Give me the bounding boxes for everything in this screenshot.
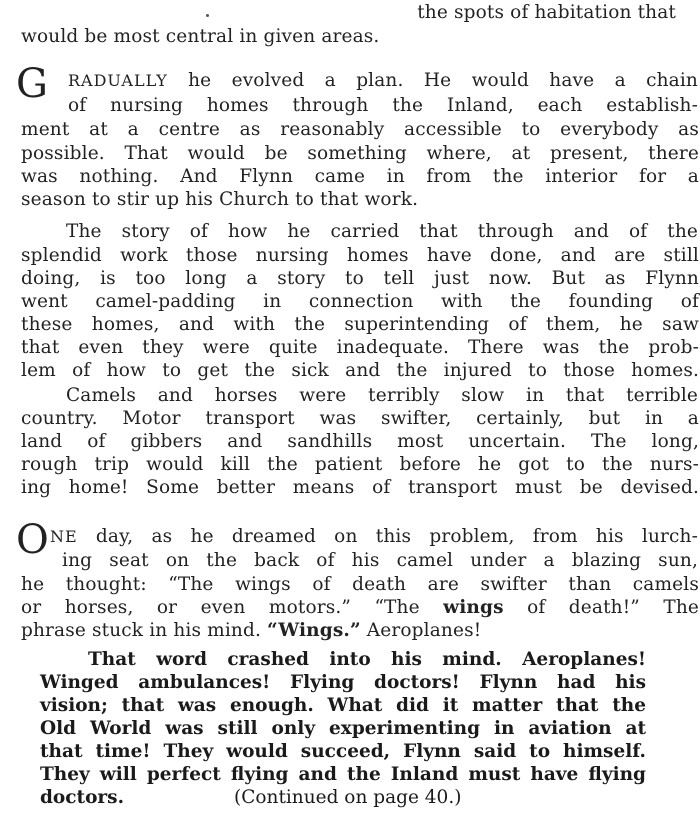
- p4-line-5-bold: “Wings.”: [267, 620, 361, 641]
- p4-line-2: ing seat on the back of his camel under a blazing sun,: [62, 550, 698, 571]
- p5-line-7-text: doctors.: [40, 787, 125, 808]
- p4-line-5-b: Aeroplanes!: [360, 620, 482, 641]
- p4-line-4-a: or horses, or even motors.” “The: [21, 597, 444, 618]
- p1-line-5: was nothing. And Flynn came in from the interior for a: [21, 166, 699, 187]
- p4-line-3: he thought: “The wings of death are swifter than camels: [21, 574, 699, 595]
- p4-line-4: [21, 597, 699, 619]
- p1-line-2: of nursing homes through the Inland, each establish-: [68, 95, 698, 116]
- p5-line-7: [40, 787, 646, 809]
- drop-cap-o: O: [16, 517, 49, 563]
- p5-line-6: They will perfect flying and the Inland must have flying: [40, 764, 646, 785]
- p5-line-2: Winged ambulances! Flying doctors! Flynn had his: [40, 672, 646, 693]
- p2-line-2: splendid work those nursing homes have done, and are still: [21, 245, 699, 266]
- p1-line-1: [68, 70, 698, 92]
- p1-line-3: ment at a centre as reasonably accessible to everybody as: [21, 119, 699, 140]
- p3-line-4: rough trip would kill the patient before he got to the nurs-: [21, 454, 699, 475]
- p5-line-4: Old World was still only experimenting in aviation at: [40, 718, 646, 739]
- p2-line-3: doing, is too long a story to tell just now. But as Flynn: [21, 268, 699, 289]
- p3-line-2: country. Motor transport was swifter, certainly, but in a: [21, 408, 699, 429]
- p5-line-1: That word crashed into his mind. Aeroplanes!: [88, 649, 646, 670]
- p3-line-3: land of gibbers and sandhills most uncertain. The long,: [21, 431, 699, 452]
- p2-line-7: lem of how to get the sick and the injured to those homes.: [21, 360, 699, 381]
- intro-line-1: the spots of habitation that: [417, 2, 676, 23]
- p4-line-4-b: of death!” The: [503, 597, 699, 618]
- p1-line-1-text: he evolved a plan. He would have a chain: [167, 70, 698, 91]
- p1-smallcaps: RADUALLY: [68, 71, 168, 90]
- p1-line-4: possible. That would be something where, at present, there: [21, 143, 699, 164]
- p4-line-1: [50, 526, 698, 548]
- p5-line-5: that time! They would succeed, Flynn said to himself.: [40, 741, 646, 762]
- p4-line-1-text: day, as he dreamed on this problem, from his lurch-: [77, 526, 698, 547]
- p4-line-5-a: phrase stuck in his mind.: [21, 620, 268, 641]
- p1-line-6: season to stir up his Church to that work.: [21, 189, 419, 210]
- p4-smallcaps: NE: [50, 527, 78, 546]
- p3-line-1: Camels and horses were terribly slow in that terrible: [66, 385, 698, 406]
- p4-line-5: [21, 620, 699, 642]
- p2-line-5: these homes, and with the superintending of them, he saw: [21, 314, 699, 335]
- p5-line-3: vision; that was enough. What did it matter that the: [40, 695, 646, 716]
- p2-line-1: The story of how he carried that through and of the: [66, 221, 698, 242]
- p3-line-5: ing home! Some better means of transport must be devised.: [21, 477, 699, 498]
- p2-line-6: that even they were quite inadequate. There was the prob-: [21, 337, 699, 358]
- ink-speck: [206, 14, 209, 17]
- continued-note: (Continued on page 40.): [234, 787, 462, 808]
- p4-line-4-bold: wings: [443, 597, 504, 618]
- intro-line-2: would be most central in given areas.: [21, 26, 380, 47]
- drop-cap-g: G: [16, 61, 48, 107]
- p2-line-4: went camel-padding in connection with the founding of: [21, 291, 699, 312]
